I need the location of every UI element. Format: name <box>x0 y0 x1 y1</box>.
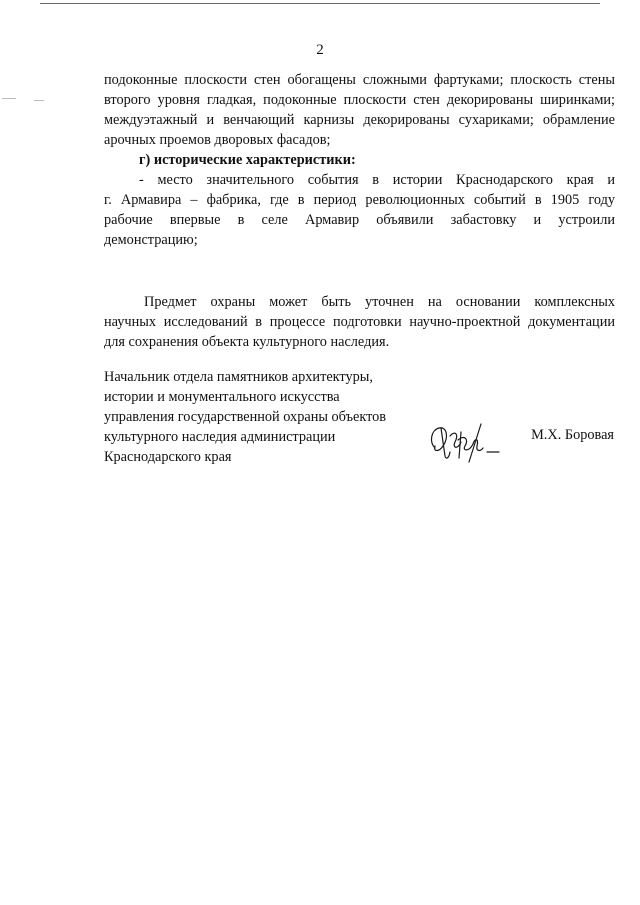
signatory-title-line: истории и монументального искусства <box>104 389 340 405</box>
text-line: арочных проемов дворовых фасадов; <box>104 132 331 148</box>
paragraph-gap <box>104 250 615 271</box>
text-line: рабочие впервые в селе Армавир объявили забастовку и устроили <box>104 212 615 228</box>
handwritten-signature <box>425 418 505 464</box>
margin-mark <box>34 100 44 101</box>
text-line: междуэтажный и венчающий карнизы декорированы сухариками; обрамление <box>104 112 615 128</box>
page-number: 2 <box>316 42 324 58</box>
document-body <box>104 70 615 352</box>
text-line: для сохранения объекта культурного наследия. <box>104 334 390 350</box>
text-line: научных исследований в процессе подготовки научно-проектной документации <box>104 314 615 330</box>
paragraph-gap <box>104 271 615 292</box>
signatory-title-line: Краснодарского края <box>104 449 232 465</box>
text-line: демонстрацию; <box>104 232 198 248</box>
section-heading: г) исторические характеристики: <box>139 152 356 168</box>
signatory-title-line: культурного наследия администрации <box>104 429 336 445</box>
text-line: подоконные плоскости стен обогащены сложными фартуками; плоскость стены <box>104 72 615 88</box>
margin-mark <box>2 98 16 99</box>
signatory-title-line: управления государственной охраны объектов <box>104 409 387 425</box>
text-line: - место значительного события в истории Краснодарского края и <box>139 172 615 188</box>
text-line: г. Армавира – фабрика, где в период революционных событий в 1905 году <box>104 192 615 208</box>
text-line: Предмет охраны может быть уточнен на основании комплексных <box>144 294 615 310</box>
signatory-name: М.Х. Боровая <box>531 427 614 443</box>
text-line: второго уровня гладкая, подоконные плоскости стен декорированы ширинками; <box>104 92 615 108</box>
scan-border-line <box>40 3 600 4</box>
signatory-title-line: Начальник отдела памятников архитектуры, <box>104 369 373 385</box>
signatory-title <box>104 367 386 467</box>
